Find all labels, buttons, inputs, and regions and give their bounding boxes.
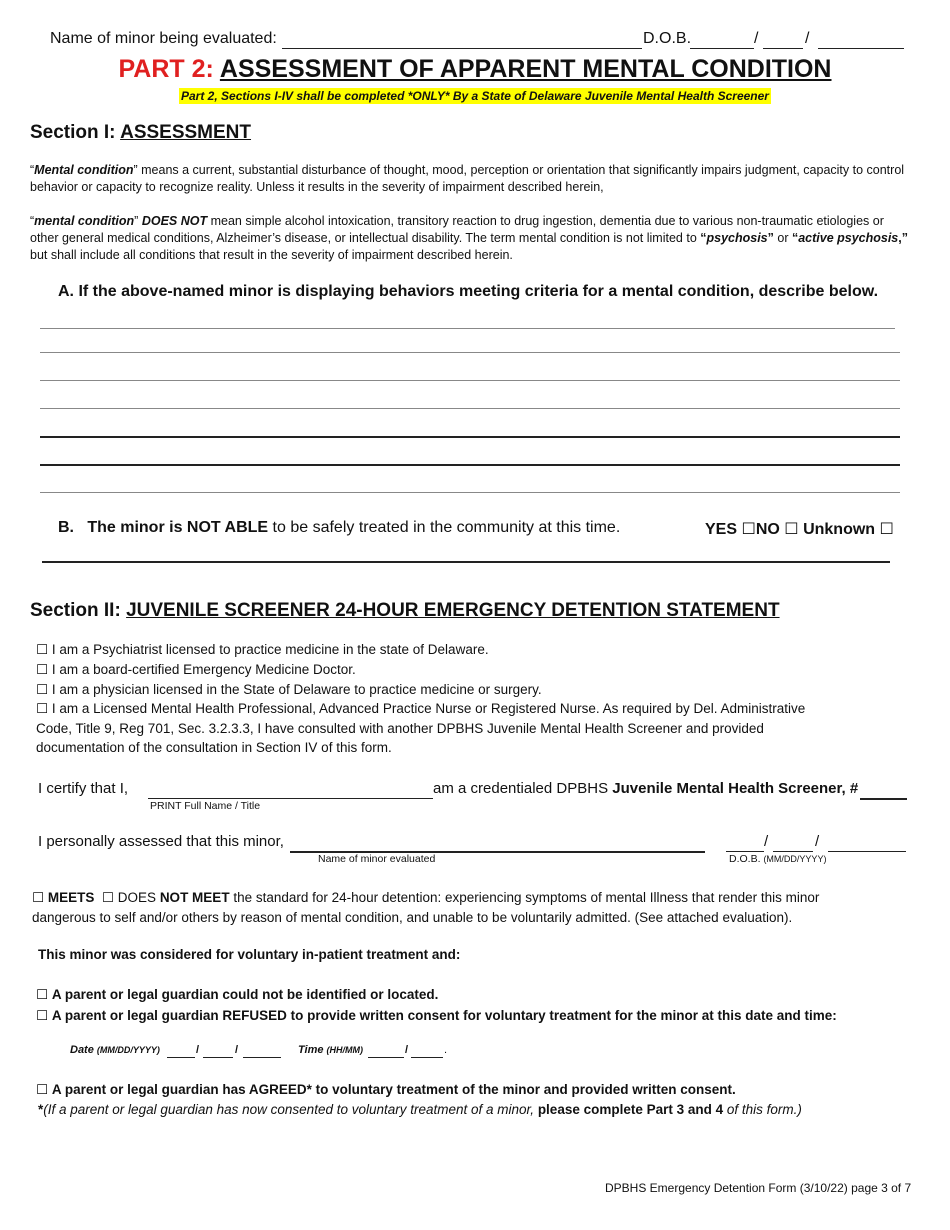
date-day-field[interactable] <box>203 1057 233 1058</box>
dob-caption: D.O.B. (MM/DD/YYYY) <box>729 853 827 865</box>
date-month-field[interactable] <box>167 1057 195 1058</box>
dob-day-field[interactable] <box>773 851 813 852</box>
time-period: . <box>444 1044 448 1056</box>
dob-month-field[interactable] <box>690 48 754 49</box>
yes-checkbox[interactable]: ☐ <box>741 519 756 538</box>
checkbox-icon[interactable]: ☐ <box>36 1008 49 1024</box>
unknown-checkbox[interactable]: ☐ <box>879 519 894 538</box>
dob-slash: / <box>815 833 820 850</box>
time-minute-field[interactable] <box>411 1057 443 1058</box>
detention-standard: ☐ MEETS ☐ DOES NOT MEET the standard for 24-hour detention: experiencing symptoms of mental Illness that render this minor dangerous to self and/or others by reason of mental condition, and unable to be voluntarily admitted. (See attached evaluation). <box>32 890 820 925</box>
print-name-field[interactable] <box>148 798 433 799</box>
description-line[interactable] <box>40 492 900 493</box>
option-emergency-doctor[interactable]: ☐ I am a board-certified Emergency Medicine Doctor. <box>36 662 356 678</box>
checkbox-icon[interactable]: ☐ <box>36 1082 49 1098</box>
time-hour-field[interactable] <box>368 1057 404 1058</box>
print-name-caption: PRINT Full Name / Title <box>150 800 261 812</box>
checkbox-icon[interactable]: ☐ <box>36 987 49 1003</box>
dob-year-field[interactable] <box>828 851 906 852</box>
definition-exclusions: “mental condition” DOES NOT mean simple alcohol intoxication, transitory reaction to drug ingestion, dementia due to various non-traumatic etiologies or other general medical conditions, Alzheimer’s disease, or intellectual disability. The term mental condition is not limited to “psychosis” or “active psychosis,” but shall include all conditions that result in the severity of impairment described herein. <box>30 214 908 262</box>
option-psychiatrist[interactable]: ☐ I am a Psychiatrist licensed to practice medicine in the state of Delaware. <box>36 642 489 658</box>
checkbox-icon[interactable]: ☐ <box>36 701 49 717</box>
guardian-refused[interactable]: ☐ A parent or legal guardian REFUSED to provide written consent for voluntary treatment for the minor at this date and time: <box>36 1008 837 1024</box>
description-line[interactable] <box>40 464 900 466</box>
definition-mental-condition: “Mental condition” means a current, substantial disturbance of thought, mood, perception or orientation that significantly impairs judgment, capacity to control behavior or capacity to recognize reality. Unless it results in the severity of impairment described herein, <box>30 163 905 194</box>
date-year-field[interactable] <box>243 1057 281 1058</box>
page-title <box>0 55 950 84</box>
description-line[interactable] <box>40 436 900 438</box>
time-label: Time (HH/MM) <box>298 1044 364 1056</box>
assessed-label: I personally assessed that this minor, <box>38 833 284 850</box>
date-slash: / <box>235 1044 239 1056</box>
dob-slash: / <box>754 30 759 47</box>
dob-slash: / <box>764 833 769 850</box>
screener-number-field[interactable] <box>860 798 907 800</box>
question-b-options: YES ☐NO ☐ Unknown ☐ <box>705 519 894 538</box>
section1-heading: ASSESSMENT <box>120 122 252 143</box>
dob-slash: / <box>805 30 810 47</box>
part-label: PART 2: <box>118 55 214 83</box>
minor-evaluated-caption: Name of minor evaluated <box>318 853 436 865</box>
option-physician[interactable]: ☐ I am a physician licensed in the State of Delaware to practice medicine or surgery. <box>36 682 542 698</box>
not-meet-checkbox[interactable]: ☐ <box>101 890 115 906</box>
time-slash: / <box>405 1044 409 1056</box>
option-licensed-professional[interactable]: ☐ I am a Licensed Mental Health Professional, Advanced Practice Nurse or Registered Nurse. As required by Del. Administrative Code, Title 9, Reg 701, Sec. 3.2.3.3, I have consulted with another DPBHS Juvenile Mental Health Screener and provided documentation of the consultation in Section IV of this form. <box>36 701 806 755</box>
notice-wrap <box>0 87 950 105</box>
section1-title: Section I: ASSESSMENT <box>30 122 252 143</box>
question-a: A. If the above-named minor is displaying behaviors meeting criteria for a mental condition, describe below. <box>58 283 879 300</box>
checkbox-icon[interactable]: ☐ <box>36 662 49 678</box>
certify-credential: am a credentialed DPBHS Juvenile Mental Health Screener, # <box>433 780 859 797</box>
date-slash: / <box>196 1044 200 1056</box>
description-line[interactable] <box>40 328 895 329</box>
dob-year-field[interactable] <box>818 48 904 49</box>
dob-month-field[interactable] <box>726 851 764 852</box>
description-line[interactable] <box>40 380 900 381</box>
section2-title: Section II: JUVENILE SCREENER 24-HOUR EMERGENCY DETENTION STATEMENT <box>30 600 780 621</box>
section2-heading: JUVENILE SCREENER 24-HOUR EMERGENCY DETENTION STATEMENT <box>126 600 780 621</box>
guardian-not-located[interactable]: ☐ A parent or legal guardian could not be identified or located. <box>36 987 439 1003</box>
no-checkbox[interactable]: ☐ <box>784 519 799 538</box>
description-line[interactable] <box>40 352 900 353</box>
dob-day-field[interactable] <box>763 48 803 49</box>
section-divider <box>42 561 890 563</box>
meets-checkbox[interactable]: ☐ <box>32 890 45 906</box>
question-b: B. The minor is NOT ABLE to be safely treated in the community at this time. <box>58 519 621 536</box>
screener-notice: Part 2, Sections I-IV shall be completed *ONLY* By a State of Delaware Juvenile Mental Health Screener <box>181 89 769 103</box>
title-main: ASSESSMENT OF APPARENT MENTAL CONDITION <box>219 55 832 83</box>
voluntary-considered: This minor was considered for voluntary in-patient treatment and: <box>38 947 461 962</box>
description-line[interactable] <box>40 408 900 409</box>
checkbox-icon[interactable]: ☐ <box>36 682 49 698</box>
minor-name-label: Name of minor being evaluated: <box>50 30 277 47</box>
minor-name-field[interactable] <box>282 48 642 49</box>
page-footer: DPBHS Emergency Detention Form (3/10/22) page 3 of 7 <box>605 1181 912 1195</box>
date-time-row: Date (MM/DD/YYYY) <box>70 1044 160 1056</box>
guardian-agreed[interactable]: ☐ A parent or legal guardian has AGREED* to voluntary treatment of the minor and provided written consent. <box>36 1082 736 1098</box>
consent-note: *(If a parent or legal guardian has now consented to voluntary treatment of a minor, please complete Part 3 and 4 of this form.) <box>38 1102 802 1117</box>
dob-label: D.O.B. <box>643 30 692 47</box>
checkbox-icon[interactable]: ☐ <box>36 642 49 658</box>
certify-label: I certify that I, <box>38 780 129 797</box>
